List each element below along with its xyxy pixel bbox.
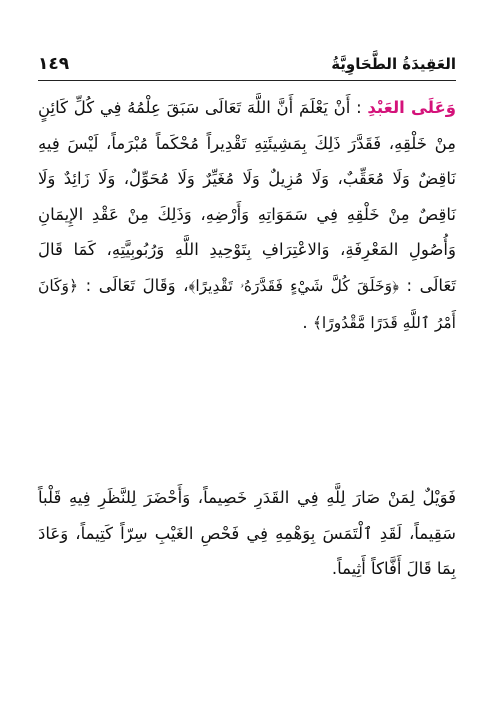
quran-quote-1: ﴿وَخَلَقَ كُلَّ شَيْءٍ فَقَدَّرَهُۥ تَقْدِيرًا﴾ (188, 276, 399, 295)
paragraph-2-text: فَوَيْلٌ لِمَنْ صَارَ لِلَّهِ فِي القَدَرِ خَصِيماً، وَأَحْضَرَ لِلنَّظَرِ فِيهِ قَلْباً سَقِيماً، لَقَدِ ٱلْتَمَسَ بِوَهْمِهِ فِي فَحْصِ الغَيْبِ سِرّاً كَتِيماً، وَعَادَ بِمَا قَالَ أَفَّاكاً أَثِيماً. (38, 488, 456, 579)
paragraph-1-text-b: ، وَقَالَ تَعَالَى : (85, 275, 189, 295)
header-divider (38, 80, 456, 81)
book-title: العَقِيدَةُ الطَّحَاوِيَّةُ (331, 55, 456, 73)
paragraph-1-end: . (302, 312, 308, 332)
paragraph-1-text-a: : أَنْ يَعْلَمَ أَنَّ اللَّهَ تَعَالَى سَبَقَ عِلْمُهُ فِي كُلِّ كَائِنٍ مِنْ خَلْقِهِ، فَقَدَّرَ ذَلِكَ بِمَشِيئَتِهِ تَقْدِيراً مُحْكَماً مُبْرَماً، لَيْسَ فِيهِ نَاقِضٌ وَلَا مُعَقِّبٌ، وَلَا مُزِيلٌ وَلَا مُغَيِّرٌ وَلَا مُحَوِّلٌ، وَلَا زَائِدٌ وَلَا نَاقِصٌ مِنْ خَلْقِهِ فِي سَمَوَاتِهِ وَأَرْضِهِ، وَذَلِكَ مِنْ عَقْدِ الإِيمَانِ وَأُصُولِ المَعْرِفَةِ، وَالاعْتِرَافِ بِتَوْحِيدِ اللَّهِ وَرُبُوبِيَّتِهِ، كَمَا قَالَ تَعَالَى : (38, 98, 456, 295)
running-header (38, 52, 456, 76)
paragraph-2 (38, 480, 456, 587)
paragraph-lead-phrase: وَعَلَى العَبْدِ (367, 98, 456, 117)
quran-quote-2: ﴿وَكَانَ أَمْرُ ٱللَّهِ قَدَرًا مَّقْدُورًا﴾ (38, 276, 456, 332)
page-number: ١٤٩ (38, 54, 70, 74)
paragraph-1 (38, 90, 456, 341)
